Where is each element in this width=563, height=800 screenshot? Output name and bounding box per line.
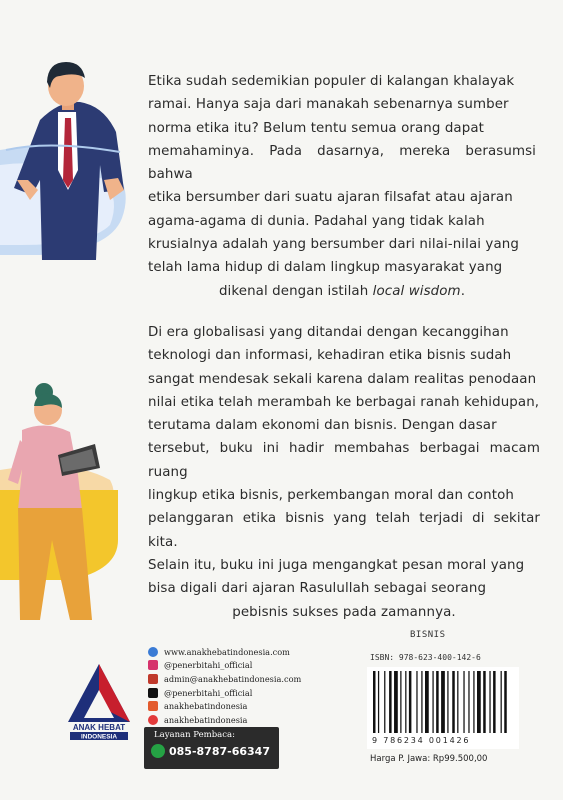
book-category: BISNIS bbox=[410, 630, 446, 640]
blurb-line: agama-agama di dunia. Padahal yang tidak kalah bbox=[148, 213, 485, 229]
mail-icon bbox=[148, 674, 158, 684]
logo-text-bottom: INDONESIA bbox=[80, 733, 118, 740]
contact-text: anakhebatindonesia bbox=[164, 701, 248, 712]
blurb-line: nilai etika telah merambah ke berbagai ranah kehidupan, bbox=[148, 394, 540, 410]
blurb-line: teknologi dan informasi, kehadiran etika bisnis sudah bbox=[148, 348, 512, 364]
blurb-line: krusialnya adalah yang bersumber dari nilai-nilai yang bbox=[148, 237, 519, 253]
barcode-number: 9 786234 001426 bbox=[372, 736, 471, 745]
blurb-line: norma etika itu? Belum tentu semua orang dapat bbox=[148, 120, 484, 136]
blurb-line: tersebut, buku ini hadir membahas berbagai macam ruang bbox=[148, 441, 540, 480]
isbn-label: ISBN: 978-623-400-142-6 bbox=[370, 653, 481, 662]
contact-instagram[interactable] bbox=[148, 659, 301, 673]
logo-text-top: ANAK HEBAT bbox=[72, 723, 126, 732]
blurb-text: dikenal dengan istilah bbox=[218, 283, 373, 299]
instagram-icon bbox=[148, 660, 158, 670]
contact-text: admin@anakhebatindonesia.com bbox=[164, 673, 302, 684]
blurb-line: sangat mendesak sekali karena dalam realitas penodaan bbox=[148, 371, 537, 387]
blurb-paragraph-2 bbox=[148, 321, 540, 624]
blurb-line: pelanggaran etika bisnis yang telah terjadi di sekitar kita. bbox=[148, 511, 540, 550]
contact-text: www.anakhebatindonesia.com bbox=[164, 646, 290, 657]
tiktok-icon bbox=[148, 688, 158, 698]
service-label: Layanan Pembaca: bbox=[154, 730, 235, 740]
contact-text: anakhebatindonesia bbox=[164, 714, 248, 725]
woman-reading-illustration bbox=[0, 380, 120, 630]
contact-text: @penerbitahi_official bbox=[164, 660, 253, 671]
whatsapp-icon bbox=[151, 744, 165, 758]
contact-list bbox=[148, 645, 301, 727]
blurb-line: etika bersumber dari suatu ajaran filsafat atau ajaran bbox=[148, 190, 513, 206]
blurb-line-last bbox=[148, 280, 536, 303]
blurb-line: ramai. Hanya saja dari manakah sebenarnya sumber bbox=[148, 97, 509, 113]
publisher-logo bbox=[64, 660, 134, 740]
blurb-italic-term: local wisdom bbox=[372, 283, 461, 299]
blurb-paragraph-1 bbox=[148, 70, 536, 303]
contact-email[interactable] bbox=[148, 672, 301, 686]
blurb-text: . bbox=[460, 283, 466, 299]
globe-icon bbox=[148, 647, 158, 657]
businessman-illustration bbox=[0, 40, 135, 265]
blurb-line: telah lama hidup di dalam lingkup masyarakat yang bbox=[148, 260, 503, 276]
contact-website[interactable] bbox=[148, 645, 301, 659]
contact-text: @penerbitahi_official bbox=[164, 687, 253, 698]
price-label: Harga P. Jawa: Rp99.500,00 bbox=[370, 754, 488, 764]
contact-marketplace[interactable] bbox=[148, 713, 301, 727]
blurb-line: lingkup etika bisnis, perkembangan moral dan contoh bbox=[148, 488, 514, 504]
service-phone[interactable]: 085-8787-66347 bbox=[169, 745, 270, 758]
blurb-line: terutama dalam ekonomi dan bisnis. Dengan dasar bbox=[148, 418, 497, 434]
blurb-line-last: pebisnis sukses pada zamannya. bbox=[232, 604, 456, 620]
reader-service-box bbox=[144, 727, 279, 769]
blurb-line: Selain itu, buku ini juga mengangkat pesan moral yang bbox=[148, 557, 525, 573]
contact-tiktok[interactable] bbox=[148, 686, 301, 700]
blurb-line: bisa digali dari ajaran Rasulullah sebagai seorang bbox=[148, 581, 487, 597]
blurb-line: Di era globalisasi yang ditandai dengan kecanggihan bbox=[148, 325, 509, 340]
heart-icon bbox=[148, 715, 158, 725]
shop-icon bbox=[148, 701, 158, 711]
blurb-line: Etika sudah sedemikian populer di kalangan khalayak bbox=[148, 74, 515, 89]
contact-shop[interactable] bbox=[148, 699, 301, 713]
blurb-line: memahaminya. Pada dasarnya, mereka berasumsi bahwa bbox=[148, 143, 536, 183]
